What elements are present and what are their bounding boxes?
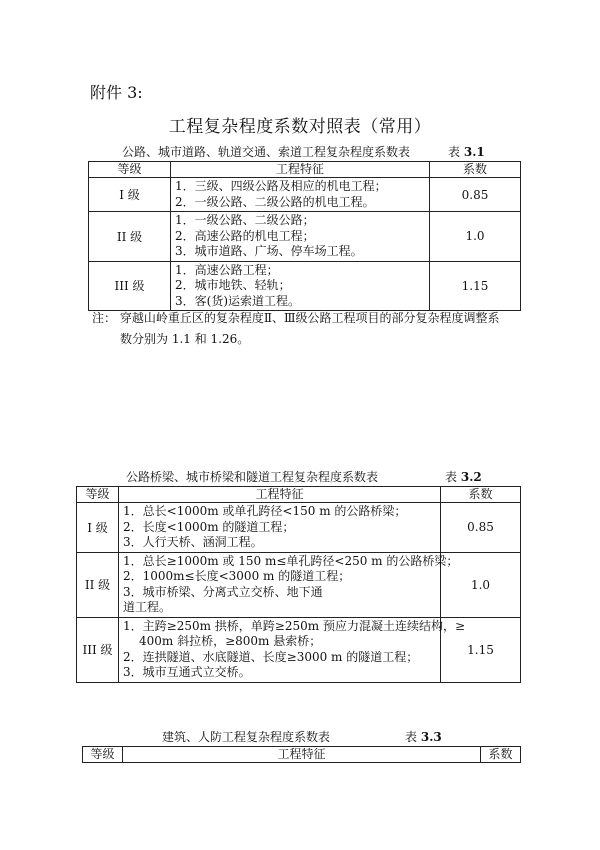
feature-line: 2．连拱隧道、水底隧道、长度≥3000 m 的隧道工程； bbox=[123, 649, 419, 664]
table1-note bbox=[92, 308, 532, 350]
attachment-label: 附件 3: bbox=[90, 83, 143, 102]
coefficient-cell: 1.15 bbox=[430, 261, 521, 311]
table2-caption: 公路桥梁、城市桥梁和隧道工程复杂程度系数表 bbox=[126, 470, 379, 484]
coefficient-cell: 1.0 bbox=[430, 212, 521, 262]
table1-number bbox=[448, 143, 485, 160]
table3-header-feature: 工程特征 bbox=[123, 747, 481, 763]
feature-cell bbox=[171, 178, 430, 212]
table3-number bbox=[405, 728, 442, 745]
feature-line: 2．长度<1000m 的隧道工程； bbox=[123, 519, 295, 534]
table3-number-prefix: 表 bbox=[405, 730, 418, 744]
feature-cell bbox=[119, 552, 459, 617]
level-cell: II 级 bbox=[77, 552, 119, 617]
table3-caption: 建筑、人防工程复杂程度系数表 bbox=[162, 730, 331, 744]
table-row bbox=[77, 552, 521, 617]
note-line: 注： 穿越山岭重丘区的复杂程度Ⅱ、Ⅲ级公路工程项目的部分复杂程度调整系 bbox=[92, 311, 500, 325]
feature-line: 3．城市道路、广场、停车场工程。 bbox=[175, 244, 363, 258]
table-row bbox=[89, 212, 521, 262]
feature-line: 1．总长<1000m 或单孔跨径<150 m 的公路桥梁； bbox=[123, 504, 407, 518]
table1-caption: 公路、城市道路、轨道交通、索道工程复杂程度系数表 bbox=[122, 145, 411, 159]
table2-header-coef: 系数 bbox=[441, 487, 521, 503]
table1-header-coef: 系数 bbox=[430, 162, 521, 178]
feature-line: 2．一级公路、二级公路的机电工程。 bbox=[175, 194, 375, 209]
feature-line: 道工程。 bbox=[123, 600, 172, 614]
feature-cell bbox=[171, 261, 430, 311]
coefficient-cell: 0.85 bbox=[430, 178, 521, 212]
feature-cell bbox=[119, 503, 441, 553]
table-row bbox=[89, 178, 521, 212]
note-line: 数分别为 1.1 和 1.26。 bbox=[120, 332, 250, 346]
table2-header-level: 等级 bbox=[77, 487, 119, 503]
feature-line: 1．主跨≥250m 拱桥，单跨≥250m 预应力混凝土连续结构，≥ bbox=[123, 618, 465, 633]
feature-line: 3．人行天桥、涵洞工程。 bbox=[123, 535, 263, 549]
coefficient-cell: 0.85 bbox=[441, 503, 521, 553]
table-row bbox=[77, 617, 521, 682]
table1-header-feature: 工程特征 bbox=[171, 162, 430, 178]
feature-line: 1．总长≥1000m 或 150 m≤单孔跨径<250 m 的公路桥梁； bbox=[123, 553, 459, 568]
feature-line: 1．高速公路工程； bbox=[175, 262, 279, 277]
table1 bbox=[88, 161, 521, 311]
table3 bbox=[82, 746, 521, 763]
table1-header-level: 等级 bbox=[89, 162, 171, 178]
page-title: 工程复杂程度系数对照表（常用） bbox=[168, 117, 432, 137]
level-cell: III 级 bbox=[89, 261, 171, 311]
feature-line: 3．城市互通式立交桥。 bbox=[123, 665, 251, 679]
feature-line: 3．城市桥梁、分离式立交桥、地下通 bbox=[123, 584, 323, 599]
table2-header-feature: 工程特征 bbox=[119, 487, 441, 503]
feature-line: 2．1000m≤长度<3000 m 的隧道工程； bbox=[123, 569, 351, 583]
feature-cell bbox=[171, 212, 430, 262]
coefficient-cell: 1.15 bbox=[441, 617, 521, 682]
feature-line: 2．城市地铁、轻轨； bbox=[175, 278, 291, 292]
table2-number-value: 3.2 bbox=[460, 470, 482, 484]
table1-number-value: 3.1 bbox=[463, 145, 485, 159]
feature-line: 1．三级、四级公路及相应的机电工程； bbox=[175, 179, 387, 193]
table2-header-row bbox=[77, 487, 521, 503]
table2-number bbox=[445, 468, 482, 485]
table1-header-row bbox=[89, 162, 521, 178]
table-row bbox=[77, 503, 521, 553]
feature-line: 1．一级公路、二级公路； bbox=[175, 213, 315, 227]
table2-number-prefix: 表 bbox=[445, 470, 458, 484]
table3-header-level: 等级 bbox=[83, 747, 123, 763]
feature-line: 3．客(货)运索道工程。 bbox=[175, 293, 300, 308]
table2 bbox=[76, 486, 521, 683]
table3-number-value: 3.3 bbox=[420, 730, 442, 744]
feature-cell bbox=[119, 617, 465, 682]
table1-number-prefix: 表 bbox=[448, 145, 461, 159]
table-row bbox=[89, 261, 521, 311]
feature-line: 400m 斜拉桥，≥800m 悬索桥； bbox=[139, 634, 322, 648]
level-cell: II 级 bbox=[89, 212, 171, 262]
level-cell: III 级 bbox=[77, 617, 119, 682]
level-cell: I 级 bbox=[77, 503, 119, 553]
table3-header-row bbox=[83, 747, 521, 763]
coefficient-cell: 1.0 bbox=[441, 552, 521, 617]
feature-line: 2．高速公路的机电工程； bbox=[175, 228, 315, 243]
level-cell: I 级 bbox=[89, 178, 171, 212]
table3-header-coef: 系数 bbox=[481, 747, 521, 763]
